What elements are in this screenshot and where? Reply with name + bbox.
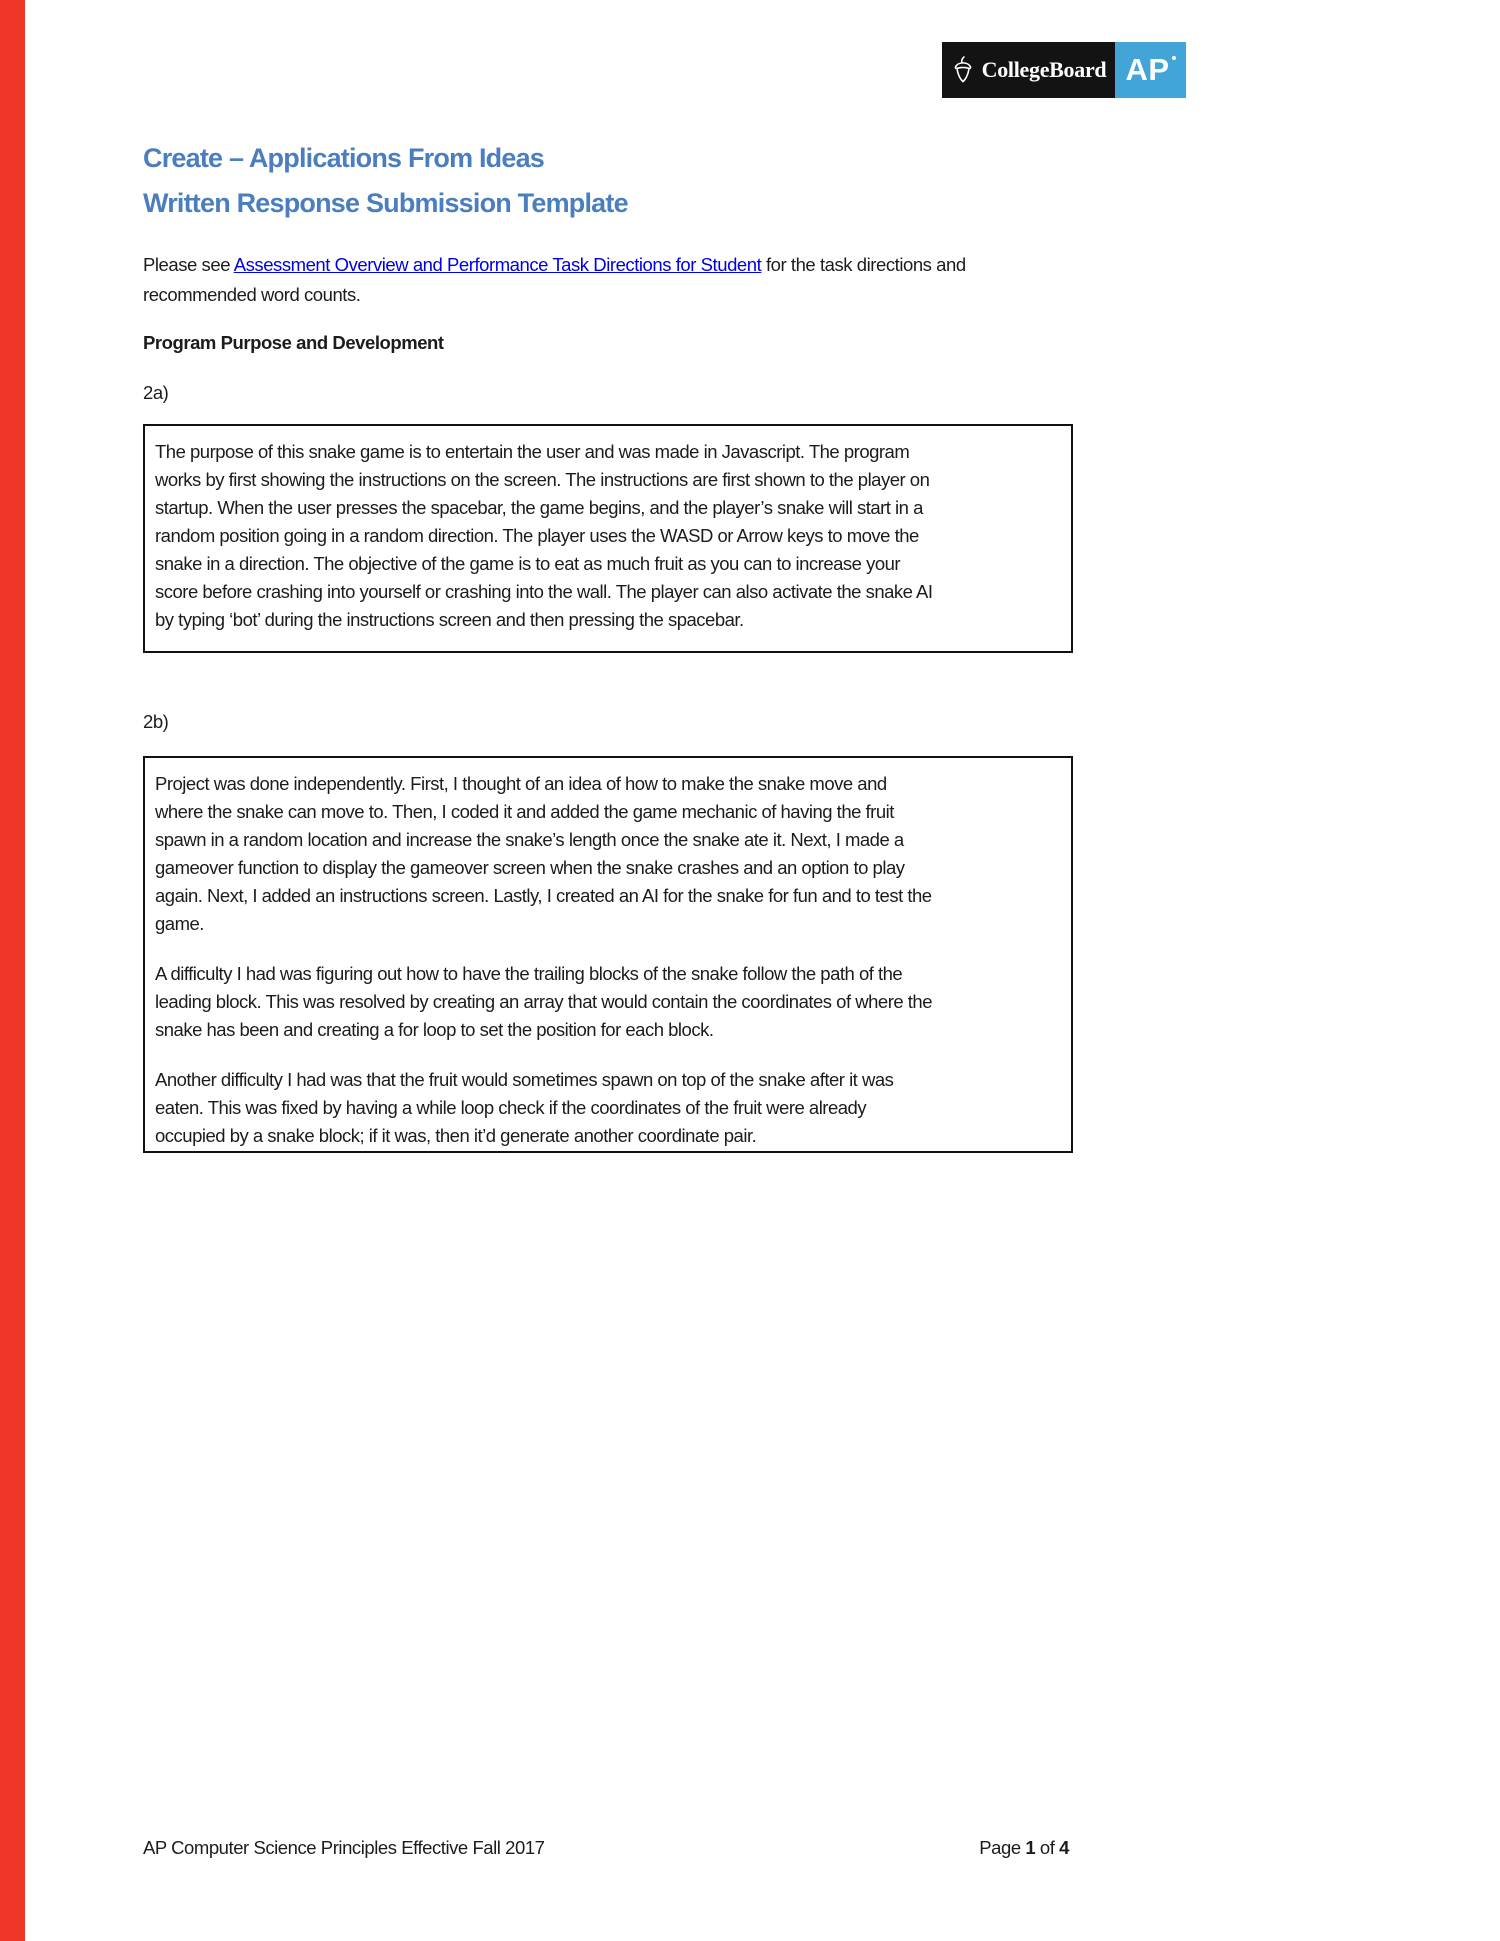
- title-line-1: Create – Applications From Ideas: [143, 143, 545, 173]
- answer-box-2b: [143, 756, 1073, 1153]
- paragraph: [155, 1066, 1061, 1150]
- footer-page-total: 4: [1059, 1837, 1069, 1858]
- paragraph: [155, 438, 1061, 634]
- footer-left-text: AP Computer Science Principles Effective Fall 2017: [143, 1837, 545, 1858]
- text-line: random position going in a random direction. The player uses the WASD or Arrow keys to move the: [155, 525, 919, 546]
- collegeboard-wordmark: CollegeBoard: [981, 57, 1107, 82]
- text-line: snake in a direction. The objective of the game is to eat as much fruit as you can to increase your: [155, 553, 901, 574]
- section-heading: Program Purpose and Development: [143, 332, 444, 353]
- text-line: leading block. This was resolved by creating an array that would contain the coordinates of where the: [155, 991, 932, 1012]
- page-footer: [143, 1834, 1069, 1862]
- footer-page-number: 1: [1025, 1837, 1036, 1858]
- ap-logo-section: [1115, 42, 1186, 98]
- text-line: Another difficulty I had was that the fruit would sometimes spawn on top of the snake after it was: [155, 1069, 894, 1090]
- answer-box-2a: [143, 424, 1073, 653]
- question-2b-label: 2b): [143, 711, 169, 732]
- text-line: The purpose of this snake game is to entertain the user and was made in Javascript. The program: [155, 441, 910, 462]
- text-line: startup. When the user presses the spacebar, the game begins, and the player’s snake will start in a: [155, 497, 923, 518]
- task-directions-link[interactable]: Assessment Overview and Performance Task Directions for Student: [233, 254, 762, 275]
- text-line: Project was done independently. First, I thought of an idea of how to make the snake move and: [155, 773, 887, 794]
- paragraph: [155, 770, 1061, 938]
- text-line: where the snake can move to. Then, I coded it and added the game mechanic of having the fruit: [155, 801, 894, 822]
- intro-paragraph: [143, 250, 1023, 310]
- text-line: score before crashing into yourself or crashing into the wall. The player can also activate the snake AI: [155, 581, 933, 602]
- text-line: A difficulty I had was figuring out how to have the trailing blocks of the snake follow the path of the: [155, 963, 903, 984]
- intro-prefix: Please see: [143, 254, 234, 275]
- title-line-2: Written Response Submission Template: [143, 188, 628, 218]
- intro-suffix: for the task directions and recommended word counts.: [143, 254, 966, 305]
- acorn-icon: [951, 55, 975, 85]
- paragraph: [155, 960, 1061, 1044]
- collegeboard-ap-logo: [942, 42, 1186, 98]
- document-title: [143, 136, 628, 226]
- text-line: by typing ‘bot’ during the instructions screen and then pressing the spacebar.: [155, 609, 744, 630]
- page-accent-strip: [0, 0, 25, 1941]
- text-line: occupied by a snake block; if it was, then it’d generate another coordinate pair.: [155, 1125, 757, 1146]
- text-line: works by first showing the instructions on the screen. The instructions are first shown to the player on: [155, 469, 930, 490]
- text-line: gameover function to display the gameover screen when the snake crashes and an option to play: [155, 857, 905, 878]
- question-2a-label: 2a): [143, 382, 169, 403]
- text-line: game.: [155, 913, 204, 934]
- footer-page-indicator: [979, 1834, 1069, 1862]
- collegeboard-logo-section: [942, 42, 1115, 98]
- text-line: again. Next, I added an instructions screen. Lastly, I created an AI for the snake for fun and to test the: [155, 885, 932, 906]
- text-line: spawn in a random location and increase the snake’s length once the snake ate it. Next, I made a: [155, 829, 904, 850]
- text-line: eaten. This was fixed by having a while loop check if the coordinates of the fruit were already: [155, 1097, 867, 1118]
- footer-page-word: Page: [979, 1837, 1026, 1858]
- footer-of-word: of: [1035, 1837, 1060, 1858]
- registered-mark-icon: [1172, 56, 1176, 60]
- ap-wordmark: AP: [1125, 52, 1170, 87]
- text-line: snake has been and creating a for loop to set the position for each block.: [155, 1019, 714, 1040]
